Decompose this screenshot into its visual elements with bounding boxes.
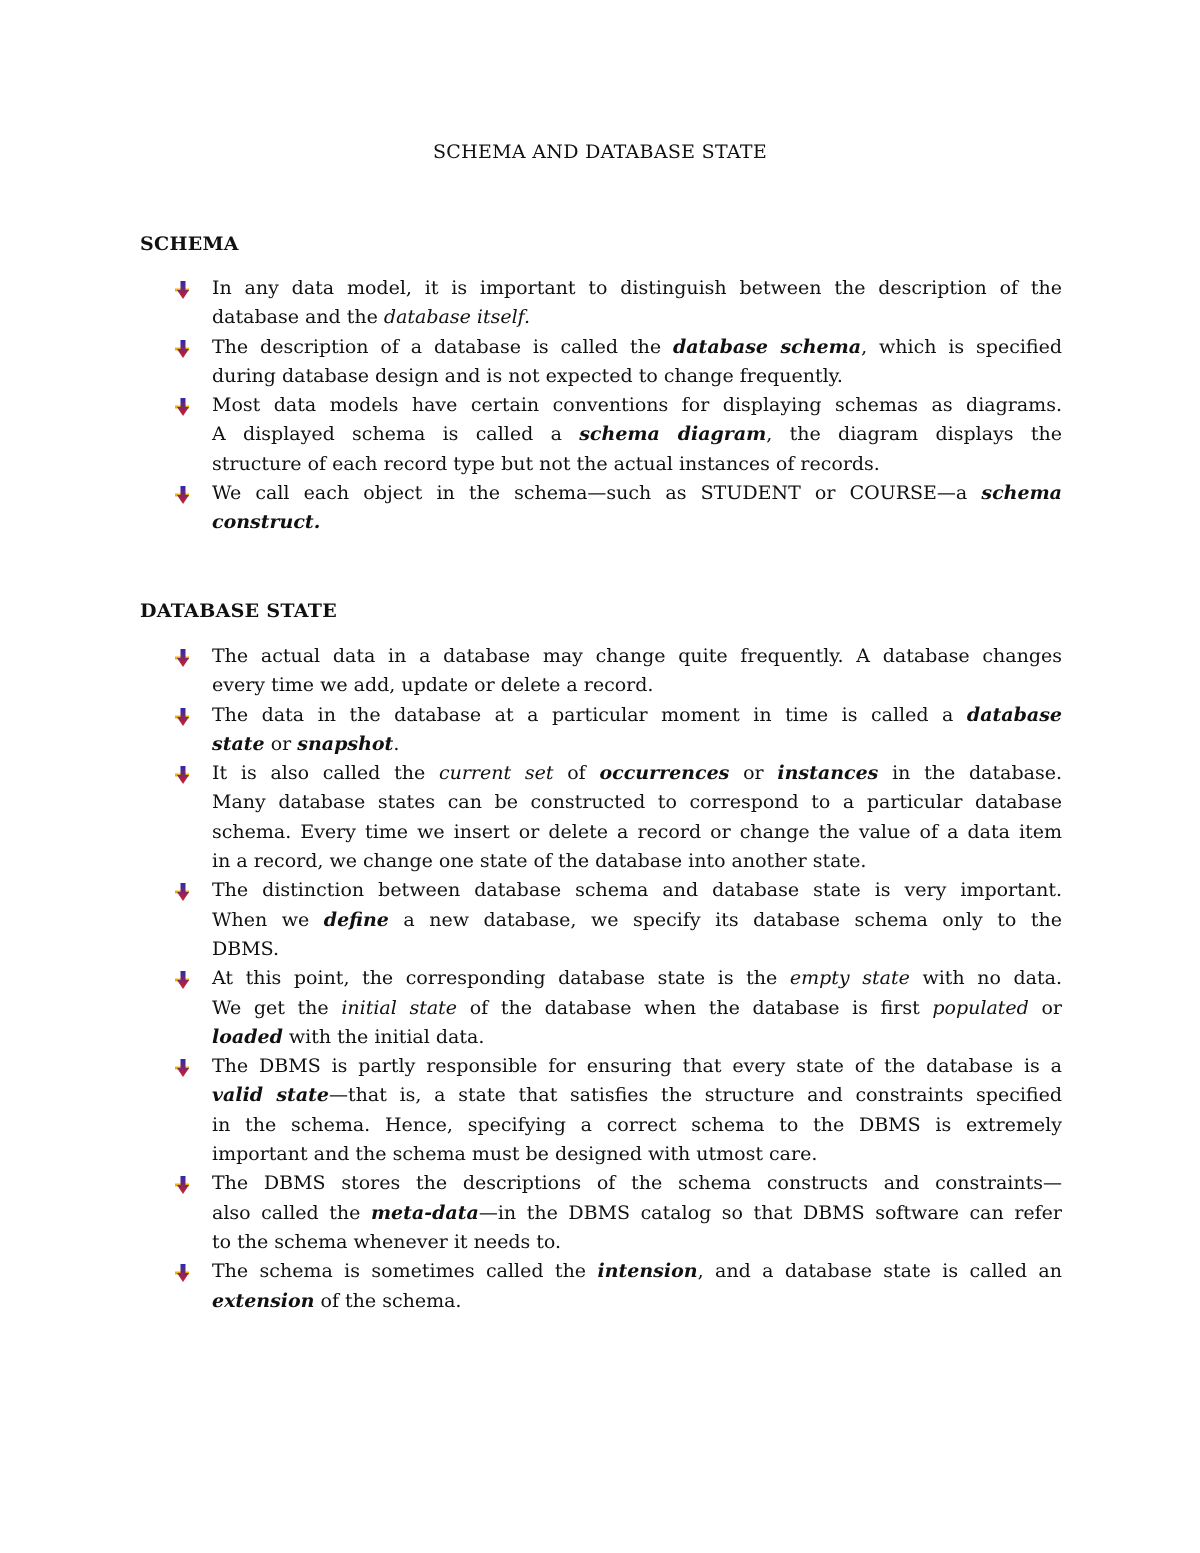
bullet-line: database and the database itself. — [212, 306, 531, 329]
bullet-line: schema. Every time we insert or delete a record or change the value of a data item — [212, 820, 1062, 843]
bullet-line: When we define a new database, we specify its database schema only to the — [212, 908, 1062, 931]
bullet-line: The DBMS stores the descriptions of the schema constructs and constraints— — [212, 1172, 1062, 1195]
bullet-line: loaded with the initial data. — [212, 1025, 485, 1048]
arrow-bullet-icon — [172, 340, 194, 358]
bullet-line: The schema is sometimes called the intension, and a database state is called an — [212, 1260, 1062, 1283]
section-heading-schema: SCHEMA — [140, 233, 239, 255]
arrow-bullet-icon — [172, 1264, 194, 1282]
bullet-line: extension of the schema. — [212, 1289, 462, 1312]
bullet-line: structure of each record type but not the actual instances of records. — [212, 452, 880, 475]
arrow-bullet-icon — [172, 1176, 194, 1194]
list-item — [172, 1257, 1062, 1316]
list-item — [172, 1169, 1062, 1257]
bullet-line: in a record, we change one state of the database into another state. — [212, 850, 867, 873]
bullet-line: At this point, the corresponding database state is the empty state with no data. — [212, 967, 1062, 990]
bullet-line: The actual data in a database may change quite frequently. A database changes — [212, 645, 1062, 667]
arrow-bullet-icon — [172, 971, 194, 989]
list-item — [172, 701, 1062, 760]
bullet-line: DBMS. — [212, 937, 280, 960]
bullet-line: The data in the database at a particular moment in time is called a database — [212, 703, 1062, 726]
database-state-bullet-list — [172, 642, 1062, 1316]
bullet-line: It is also called the current set of occurrences or instances in the database. — [212, 762, 1062, 785]
bullet-line: We get the initial state of the database when the database is first populated or — [212, 996, 1062, 1019]
bullet-line: construct. — [212, 511, 321, 534]
list-item — [172, 759, 1062, 876]
list-item — [172, 479, 1062, 538]
section-heading-database-state: DATABASE STATE — [140, 600, 337, 622]
arrow-bullet-icon — [172, 398, 194, 416]
bullet-line: The distinction between database schema and database state is very important. — [212, 879, 1062, 902]
schema-bullet-list — [172, 274, 1062, 538]
bullet-line: state or snapshot. — [212, 732, 400, 755]
bullet-line: A displayed schema is called a schema diagram, the diagram displays the — [212, 423, 1062, 446]
arrow-bullet-icon — [172, 708, 194, 726]
list-item — [172, 1052, 1062, 1169]
bullet-line: important and the schema must be designed with utmost care. — [212, 1143, 818, 1166]
bullet-line: In any data model, it is important to distinguish between the description of the — [212, 277, 1062, 299]
bullet-line: We call each object in the schema—such as STUDENT or COURSE—a schema — [212, 482, 1062, 505]
bullet-line: valid state—that is, a state that satisfies the structure and constraints specified — [212, 1084, 1062, 1107]
bullet-line: in the schema. Hence, specifying a correct schema to the DBMS is extremely — [212, 1113, 1062, 1136]
arrow-bullet-icon — [172, 486, 194, 504]
arrow-bullet-icon — [172, 1059, 194, 1077]
bullet-line: during database design and is not expected to change frequently. — [212, 364, 843, 387]
bullet-line: every time we add, update or delete a record. — [212, 674, 654, 697]
bullet-line: Most data models have certain conventions for displaying schemas as diagrams. — [212, 394, 1062, 417]
list-item — [172, 274, 1062, 333]
bullet-line: also called the meta-data—in the DBMS catalog so that DBMS software can refer — [212, 1201, 1063, 1224]
arrow-bullet-icon — [172, 281, 194, 299]
document-title: SCHEMA AND DATABASE STATE — [432, 141, 768, 163]
list-item — [172, 642, 1062, 701]
bullet-line: The description of a database is called the database schema, which is specified — [212, 335, 1062, 358]
bullet-line: to the schema whenever it needs to. — [212, 1230, 562, 1253]
arrow-bullet-icon — [172, 883, 194, 901]
bullet-line: Many database states can be constructed to correspond to a particular database — [212, 791, 1062, 814]
list-item — [172, 964, 1062, 1052]
list-item — [172, 333, 1062, 392]
list-item — [172, 876, 1062, 964]
bullet-line: The DBMS is partly responsible for ensuring that every state of the database is a — [212, 1055, 1062, 1078]
arrow-bullet-icon — [172, 766, 194, 784]
arrow-bullet-icon — [172, 649, 194, 667]
list-item — [172, 391, 1062, 479]
